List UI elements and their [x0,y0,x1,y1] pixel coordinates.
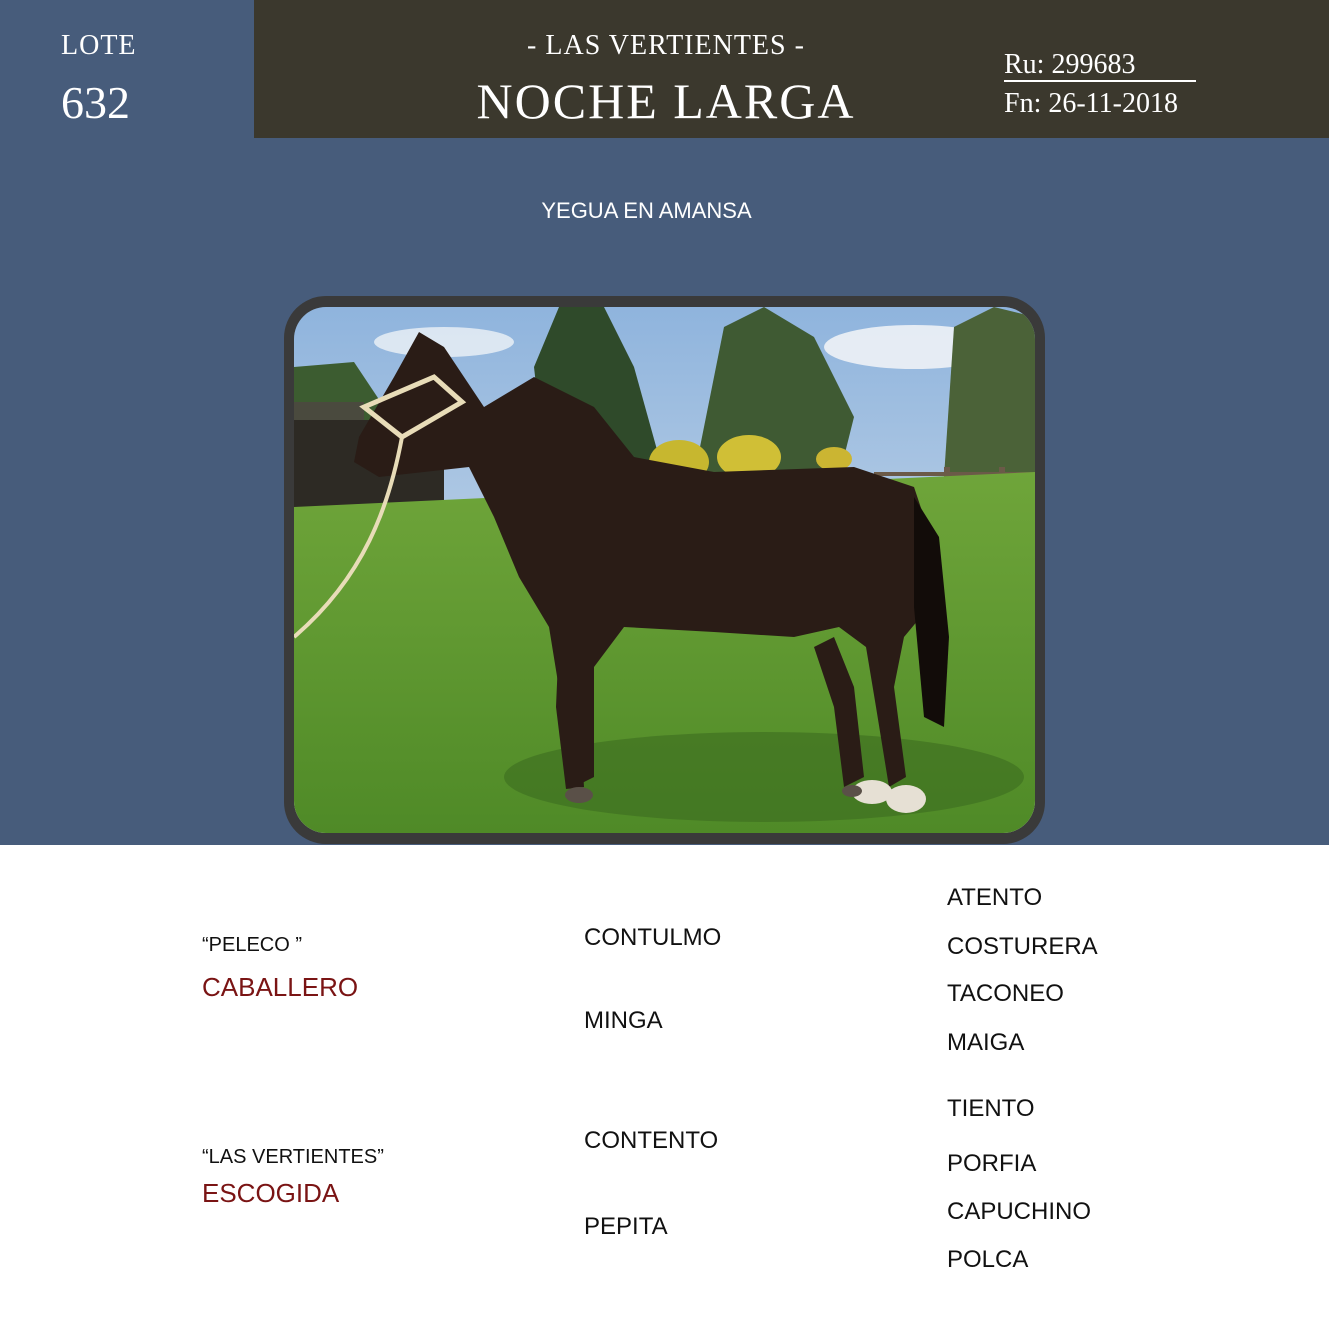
great-grandparent: CAPUCHINO [947,1198,1092,1225]
great-grandparent: ATENTO [947,884,1043,911]
sire-name: CABALLERO [202,972,359,1002]
photo-frame [284,296,1045,844]
great-grandparent: POLCA [947,1246,1029,1273]
registration-number: Ru: 299683 [1004,50,1196,82]
birth-date: Fn: 26-11-2018 [1004,88,1178,119]
lote-number: 632 [61,77,130,128]
great-grandparent: TACONEO [947,980,1064,1007]
grandparent: CONTULMO [584,924,722,951]
grandparent: PEPITA [584,1213,668,1240]
grandparent: CONTENTO [584,1127,719,1154]
grandparent: MINGA [584,1007,663,1034]
dam-name: ESCOGIDA [202,1178,340,1208]
dam-nickname: “LAS VERTIENTES” [202,1146,384,1168]
great-grandparent: COSTURERA [947,933,1098,960]
great-grandparent: TIENTO [947,1095,1035,1122]
horse-photo [294,307,1035,833]
great-grandparent: MAIGA [947,1029,1025,1056]
horse-name: NOCHE LARGA [476,73,856,129]
horse-status: YEGUA EN AMANSA [541,198,752,223]
sire-nickname: “PELECO ” [202,934,303,956]
breeder-name: - LAS VERTIENTES - [527,30,805,61]
lote-label: LOTE [61,30,137,61]
great-grandparent: PORFIA [947,1150,1037,1177]
